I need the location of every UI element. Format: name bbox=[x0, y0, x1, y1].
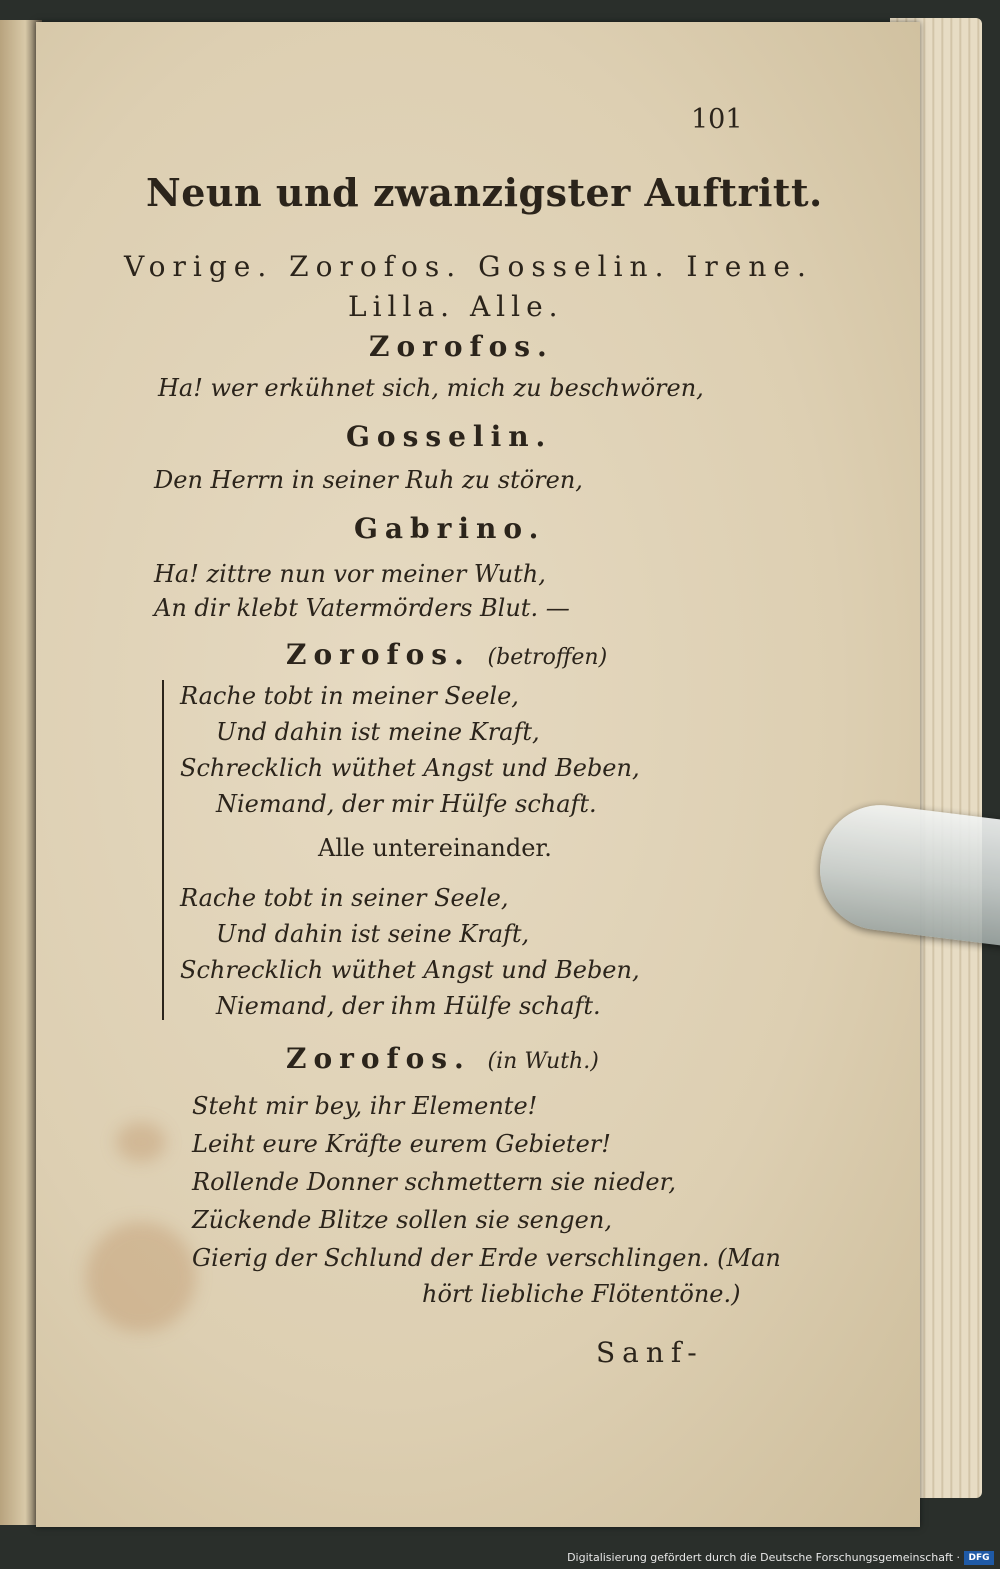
speaker-label: Zorofos. bbox=[286, 638, 471, 671]
verse-line: Und dahin ist seine Kraft, bbox=[216, 920, 530, 948]
verse-line: Rache tobt in meiner Seele, bbox=[180, 682, 519, 710]
verse-line: Ha! zittre nun vor meiner Wuth, bbox=[154, 560, 546, 588]
book-page bbox=[36, 22, 920, 1527]
verse-line: Steht mir bey, ihr Elemente! bbox=[192, 1092, 538, 1120]
verse-line: Niemand, der mir Hülfe schaft. bbox=[216, 790, 597, 818]
foxing-stain bbox=[116, 1122, 166, 1162]
speaker-name: Zorofos. bbox=[369, 330, 554, 363]
verse-line: Gierig der Schlund der Erde verschlingen. (Man bbox=[192, 1244, 781, 1272]
foxing-stain bbox=[86, 1222, 196, 1332]
speaker-name: Gabrino. bbox=[354, 512, 546, 545]
speaker-name: Alle untereinander. bbox=[318, 834, 552, 862]
page-number: 101 bbox=[691, 104, 743, 135]
verse-line: Und dahin ist meine Kraft, bbox=[216, 718, 540, 746]
scene-heading: Neun und zwanzigster Auftritt. bbox=[146, 170, 823, 215]
verse-line: Den Herrn in seiner Ruh zu stören, bbox=[154, 466, 583, 494]
stage-direction: (in Wuth.) bbox=[487, 1049, 599, 1074]
verse-line: Zückende Blitze sollen sie sengen, bbox=[192, 1206, 612, 1234]
verse-line: Leiht eure Kräfte eurem Gebieter! bbox=[192, 1130, 611, 1158]
speaker-name: Gosselin. bbox=[346, 420, 553, 453]
stage-direction: (betroffen) bbox=[487, 645, 608, 670]
verse-line: Ha! wer erkühnet sich, mich zu beschwören, bbox=[158, 374, 704, 402]
cast-list-line-2: Lilla. Alle. bbox=[348, 290, 564, 323]
verse-line: An dir klebt Vatermörders Blut. — bbox=[154, 594, 570, 622]
bracket-left bbox=[162, 680, 170, 1020]
verse-line: Schrecklich wüthet Angst und Beben, bbox=[180, 956, 640, 984]
cast-list-line-1: Vorige. Zorofos. Gosselin. Irene. bbox=[124, 250, 813, 283]
verse-line: Rollende Donner schmettern sie nieder, bbox=[192, 1168, 677, 1196]
verse-line: hört liebliche Flötentöne.) bbox=[422, 1280, 741, 1308]
dfg-logo: DFG bbox=[964, 1551, 994, 1565]
catchword: Sanf- bbox=[596, 1336, 704, 1369]
verse-line: Schrecklich wüthet Angst und Beben, bbox=[180, 754, 640, 782]
speaker-name bbox=[286, 1042, 599, 1075]
speaker-name bbox=[286, 638, 607, 671]
digitization-credit: Digitalisierung gefördert durch die Deutsche Forschungsgemeinschaft · bbox=[567, 1551, 960, 1564]
speaker-label: Zorofos. bbox=[286, 1042, 471, 1075]
verse-line: Niemand, der ihm Hülfe schaft. bbox=[216, 992, 601, 1020]
verse-line: Rache tobt in seiner Seele, bbox=[180, 884, 509, 912]
